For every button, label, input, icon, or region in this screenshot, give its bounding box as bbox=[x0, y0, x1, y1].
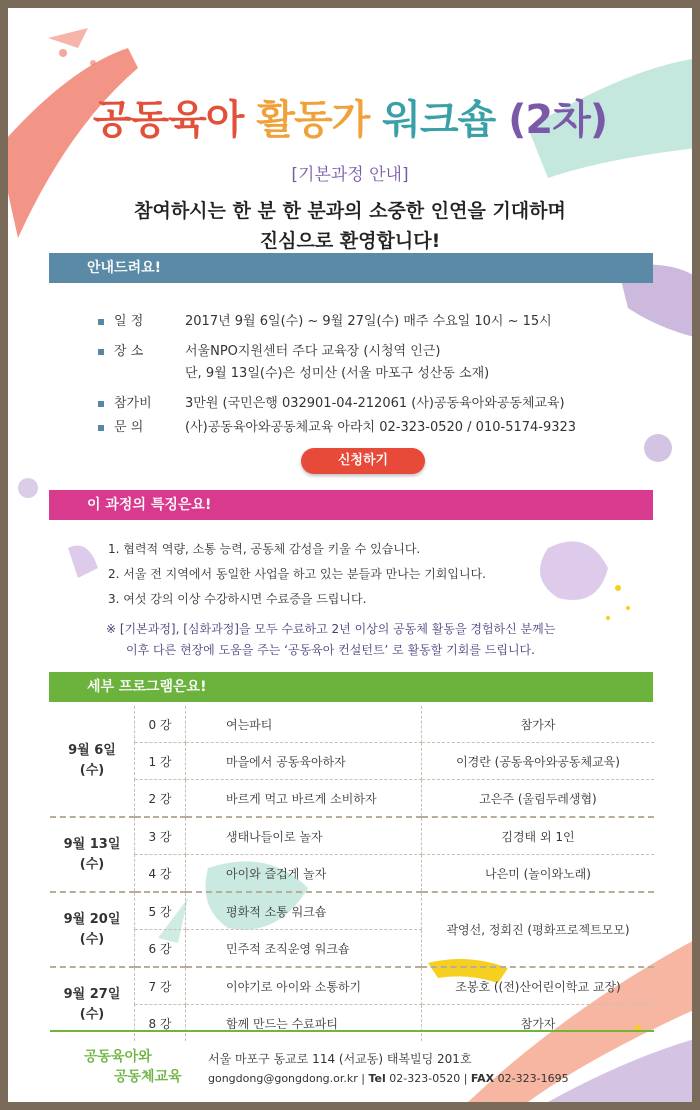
footer-tel: 02-323-0520 bbox=[385, 1072, 461, 1085]
intro-line-1: 참여하시는 한 분 한 분과의 소중한 인연을 기대하며 bbox=[134, 200, 566, 222]
title-part-2: 활동가 bbox=[256, 97, 370, 143]
bullet-icon bbox=[98, 349, 104, 355]
session-speaker: 참가자 bbox=[422, 706, 655, 743]
schedule-label: 일 정 bbox=[114, 314, 144, 329]
info-schedule-row bbox=[98, 310, 552, 329]
day-dow: (수) bbox=[79, 763, 105, 778]
fee-label: 참가비 bbox=[114, 396, 152, 411]
table-row bbox=[50, 780, 654, 818]
session-title: 아이와 즐겁게 놀자 bbox=[186, 855, 422, 893]
day-cell bbox=[50, 706, 135, 817]
intro-text bbox=[8, 196, 692, 256]
session-title: 여는파티 bbox=[186, 706, 422, 743]
schedule-value: 2017년 9월 6일(수) ~ 9월 27일(수) 매주 수요일 10시 ~ 15시 bbox=[185, 314, 552, 329]
day-dow: (수) bbox=[79, 856, 105, 872]
table-row bbox=[50, 1005, 654, 1042]
info-fee-row bbox=[98, 392, 565, 411]
session-speaker: 참가자 bbox=[520, 1016, 556, 1031]
table-row bbox=[50, 967, 654, 1005]
title-part-4: (2차) bbox=[508, 97, 608, 143]
table-row bbox=[50, 817, 654, 855]
table-row bbox=[50, 855, 654, 893]
session-speaker: 이경란 (공동육아와공동체교육) bbox=[422, 743, 655, 780]
contact-label: 문 의 bbox=[114, 420, 144, 435]
logo-line-2: 공동체교육 bbox=[114, 1069, 182, 1085]
session-number: 4 강 bbox=[135, 855, 186, 893]
day-date: 9월 20일 bbox=[63, 911, 121, 927]
feature-item-1: 1. 협력적 역량, 소통 능력, 공동체 감성을 키울 수 있습니다. bbox=[108, 542, 421, 556]
info-place-row bbox=[98, 340, 490, 381]
title-part-3: 워크숍 bbox=[382, 97, 496, 143]
session-number: 8 강 bbox=[135, 1005, 186, 1042]
bullet-icon bbox=[98, 425, 104, 431]
day-dow: (수) bbox=[79, 931, 105, 947]
subtitle: [기본과정 안내] bbox=[291, 165, 409, 185]
program-section-header: 세부 프로그램은요! bbox=[49, 672, 653, 702]
features-section-header: 이 과정의 특징은요! bbox=[49, 490, 653, 520]
bullet-icon bbox=[98, 319, 104, 325]
contact-value: (사)공동육아와공동체교육 아라치 02-323-0520 / 010-5174-9323 bbox=[185, 420, 577, 435]
program-table bbox=[50, 706, 654, 1041]
session-speaker: 곽영선, 정회진 (평화프로젝트모모) bbox=[422, 892, 655, 967]
session-number: 6 강 bbox=[135, 930, 186, 968]
session-title: 함께 만드는 수료파티 bbox=[186, 1005, 422, 1042]
session-title: 민주적 조직운영 워크숍 bbox=[186, 930, 422, 968]
apply-button[interactable]: 신청하기 bbox=[301, 448, 425, 474]
day-date: 9월 13일 bbox=[63, 836, 121, 852]
intro-line-2: 진심으로 환영합니다! bbox=[259, 230, 441, 252]
poster bbox=[8, 8, 692, 1102]
session-number: 7 강 bbox=[135, 967, 186, 1005]
footer-separator: | bbox=[460, 1072, 471, 1085]
day-cell bbox=[50, 817, 135, 892]
info-section-header: 안내드려요! bbox=[49, 253, 653, 283]
place-value: 서울NPO지원센터 주다 교육장 (시청역 인근) bbox=[185, 344, 441, 359]
feature-item-2: 2. 서울 전 지역에서 동일한 사업을 하고 있는 분들과 만나는 기회입니다. bbox=[108, 567, 486, 581]
session-speaker: 나은미 (놀이와노래) bbox=[422, 855, 655, 893]
poster-title bbox=[8, 88, 692, 145]
title-part-1: 공동육아 bbox=[92, 97, 244, 143]
session-title: 평화적 소통 워크숍 bbox=[186, 892, 422, 930]
session-number: 5 강 bbox=[135, 892, 186, 930]
table-row bbox=[50, 743, 654, 780]
feature-item-3: 3. 여섯 강의 이상 수강하시면 수료증을 드립니다. bbox=[108, 592, 367, 606]
fee-value: 3만원 (국민은행 032901-04-212061 (사)공동육아와공동체교육) bbox=[185, 396, 565, 411]
info-contact-row bbox=[98, 416, 577, 435]
footer-tel-label: Tel bbox=[368, 1072, 386, 1085]
day-date: 9월 6일 bbox=[68, 743, 116, 758]
session-title: 바르게 먹고 바르게 소비하자 bbox=[186, 780, 422, 818]
day-date: 9월 27일 bbox=[63, 986, 121, 1002]
session-number: 2 강 bbox=[135, 780, 186, 818]
footer-divider bbox=[50, 1030, 654, 1032]
place-value-2: 단, 9월 13일(수)은 성미산 (서울 마포구 성산동 소재) bbox=[185, 366, 490, 381]
session-speaker: 김경태 외 1인 bbox=[422, 817, 655, 855]
footer-fax-label: FAX bbox=[470, 1072, 495, 1085]
table-row bbox=[50, 892, 654, 930]
note-line-2: 이후 다른 현장에 도움을 주는 ‘공동육아 컨설턴트’ 로 활동할 기회를 드립니다. bbox=[126, 643, 535, 657]
organization-logo bbox=[84, 1046, 194, 1092]
day-dow: (수) bbox=[79, 1006, 105, 1022]
table-row bbox=[50, 706, 654, 743]
footer-address: 서울 마포구 동교로 114 (서교동) 태복빌딩 201호 bbox=[208, 1052, 472, 1066]
footer-separator: | bbox=[357, 1072, 369, 1085]
footer-contact bbox=[208, 1072, 569, 1085]
footer-fax: 02-323-1695 bbox=[494, 1072, 569, 1085]
session-number: 3 강 bbox=[135, 817, 186, 855]
session-title: 이야기로 아이와 소통하기 bbox=[186, 967, 422, 1005]
bullet-icon bbox=[98, 401, 104, 407]
session-number: 1 강 bbox=[135, 743, 186, 780]
footer-email: gongdong@gongdong.or.kr bbox=[208, 1072, 358, 1085]
session-title: 마을에서 공동육아하자 bbox=[186, 743, 422, 780]
session-number: 0 강 bbox=[135, 706, 186, 743]
day-cell bbox=[50, 892, 135, 967]
place-label: 장 소 bbox=[114, 344, 144, 359]
session-title: 생태나들이로 놀자 bbox=[186, 817, 422, 855]
session-speaker: 조봉호 ((전)산어린이학교 교장) bbox=[422, 967, 655, 1005]
session-speaker: 고은주 (울림두레생협) bbox=[422, 780, 655, 818]
logo-line-1: 공동육아와 bbox=[84, 1049, 152, 1065]
note-line-1: ※ [기본과정], [심화과정]을 모두 수료하고 2년 이상의 공동체 활동을 경험하신 분께는 bbox=[106, 622, 556, 636]
